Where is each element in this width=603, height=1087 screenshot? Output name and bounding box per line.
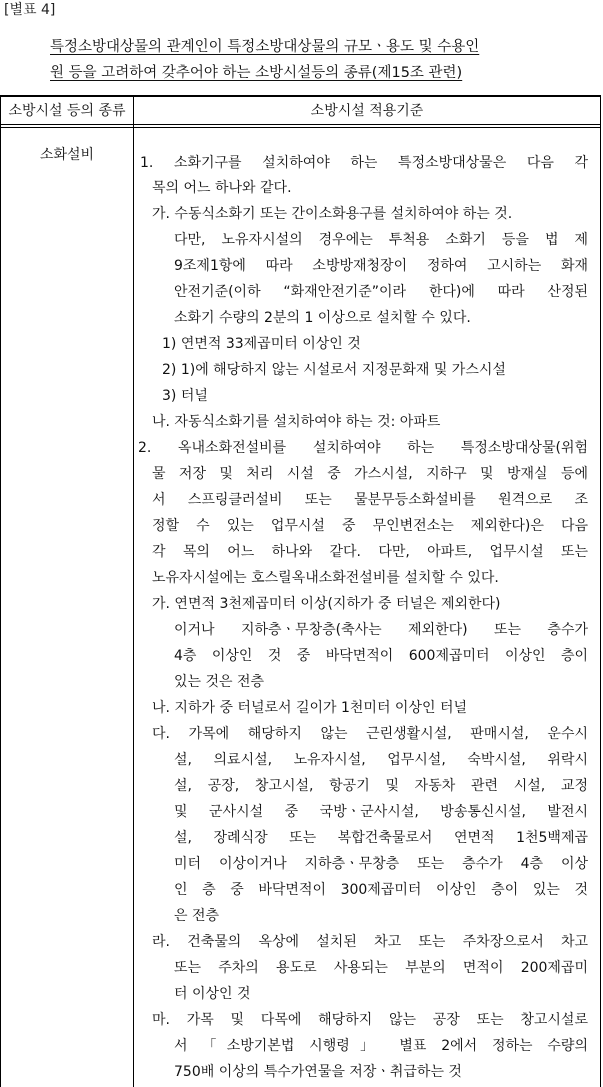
criteria-line: 은 전층 (174, 908, 220, 924)
criteria-line: 또는 주차의 용도로 사용되는 부분의 면적이 200제곱미 (174, 960, 588, 976)
criteria-line: 서 「소방기본법 시행령」 별표 2에서 정하는 수량의 (174, 1038, 588, 1054)
criteria-line: 정할 수 있는 업무시설 중 무인변전소는 제외한다)은 다음 (152, 518, 588, 534)
document-title-line-1: 특정소방대상물의 관계인이 특정소방대상물의 규모ㆍ용도 및 수용인 (50, 39, 480, 55)
criteria-line: 나. 자동식소화기를 설치하여야 하는 것: 아파트 (152, 414, 441, 430)
header-divider-double (0, 127, 601, 128)
table-border-left (0, 97, 1, 1087)
criteria-line: 설, 장례식장 또는 복합건축물로서 연면적 1천5백제곱 (174, 830, 588, 846)
criteria-line: 미터 이상이거나 지하층ㆍ무창층 또는 층수가 4층 이상 (174, 856, 588, 872)
criteria-line: 2. 옥내소화전설비를 설치하여야 하는 특정소방대상물(위험 (138, 440, 588, 456)
criteria-line: 인 층 중 바닥면적이 300제곱미터 이상인 층이 있는 것 (174, 882, 588, 898)
table-column-divider (133, 97, 134, 1087)
document-title-line-2: 원 등을 고려하여 갖추어야 하는 소방시설등의 종류(제15조 관련) (50, 65, 463, 81)
criteria-line: 다만, 노유자시설의 경우에는 투척용 소화기 등을 법 제 (174, 232, 588, 248)
criteria-line: 설, 의료시설, 노유자시설, 업무시설, 숙박시설, 위락시 (174, 752, 588, 768)
criteria-line: 3) 터널 (162, 388, 208, 404)
criteria-line: 안전기준(이하 “화재안전기준”이라 한다)에 따라 산정된 (174, 284, 588, 300)
criteria-line: 및 군사시설 중 국방ㆍ군사시설, 방송통신시설, 발전시 (174, 804, 588, 820)
standards-table (0, 95, 601, 1087)
criteria-line: 750배 이상의 특수가연물을 저장ㆍ취급하는 것 (174, 1064, 462, 1080)
appendix-tag: [별표 4] (4, 2, 56, 18)
column-header-criteria: 소방시설 적용기준 (310, 103, 424, 119)
criteria-line: 1) 연면적 33제곱미터 이상인 것 (162, 336, 361, 352)
header-divider (0, 124, 601, 125)
criteria-line: 가. 수동식소화기 또는 간이소화용구를 설치하여야 하는 것. (152, 206, 513, 222)
table-border-right (600, 97, 601, 1087)
column-header-type: 소방시설 등의 종류 (8, 103, 126, 119)
criteria-line: 서 스프링클러설비 또는 물분무등소화설비를 원격으로 조 (152, 492, 588, 508)
criteria-line: 1. 소화기구를 설치하여야 하는 특정소방대상물은 다음 각 (140, 155, 588, 171)
criteria-line: 각 목의 어느 하나와 같다. 다만, 아파트, 업무시설 또는 (152, 544, 588, 560)
criteria-line: 있는 것은 전층 (174, 674, 265, 690)
criteria-line: 마. 가목 및 다목에 해당하지 않는 공장 또는 창고시설로 (152, 1012, 588, 1028)
criteria-line: 가. 연면적 3천제곱미터 이상(지하가 중 터널은 제외한다) (152, 596, 501, 612)
facility-type-cell: 소화설비 (39, 147, 95, 163)
criteria-line: 이거나 지하층ㆍ무창층(축사는 제외한다) 또는 층수가 (174, 622, 588, 638)
criteria-line: 9조제1항에 따라 소방방재청장이 정하여 고시하는 화재 (174, 258, 588, 274)
criteria-line: 소화기 수량의 2분의 1 이상으로 설치할 수 있다. (174, 310, 471, 326)
criteria-line: 2) 1)에 해당하지 않는 시설로서 지정문화재 및 가스시설 (162, 362, 506, 378)
criteria-line: 설, 공장, 창고시설, 항공기 및 자동차 관련 시설, 교정 (174, 778, 588, 794)
criteria-line: 4층 이상인 것 중 바닥면적이 600제곱미터 이상인 층이 (174, 648, 588, 664)
criteria-line: 목의 어느 하나와 같다. (152, 180, 292, 196)
criteria-line: 나. 지하가 중 터널로서 길이가 1천미터 이상인 터널 (152, 700, 467, 716)
criteria-line: 다. 가목에 해당하지 않는 근린생활시설, 판매시설, 운수시 (152, 726, 588, 742)
criteria-line: 노유자시설에는 호스릴옥내소화전설비를 설치할 수 있다. (152, 570, 499, 586)
criteria-line: 라. 건축물의 옥상에 설치된 차고 또는 주차장으로서 차고 (152, 934, 588, 950)
criteria-line: 터 이상인 것 (174, 986, 251, 1002)
criteria-line: 물 저장 및 처리 시설 중 가스시설, 지하구 및 방재실 등에 (152, 466, 588, 482)
